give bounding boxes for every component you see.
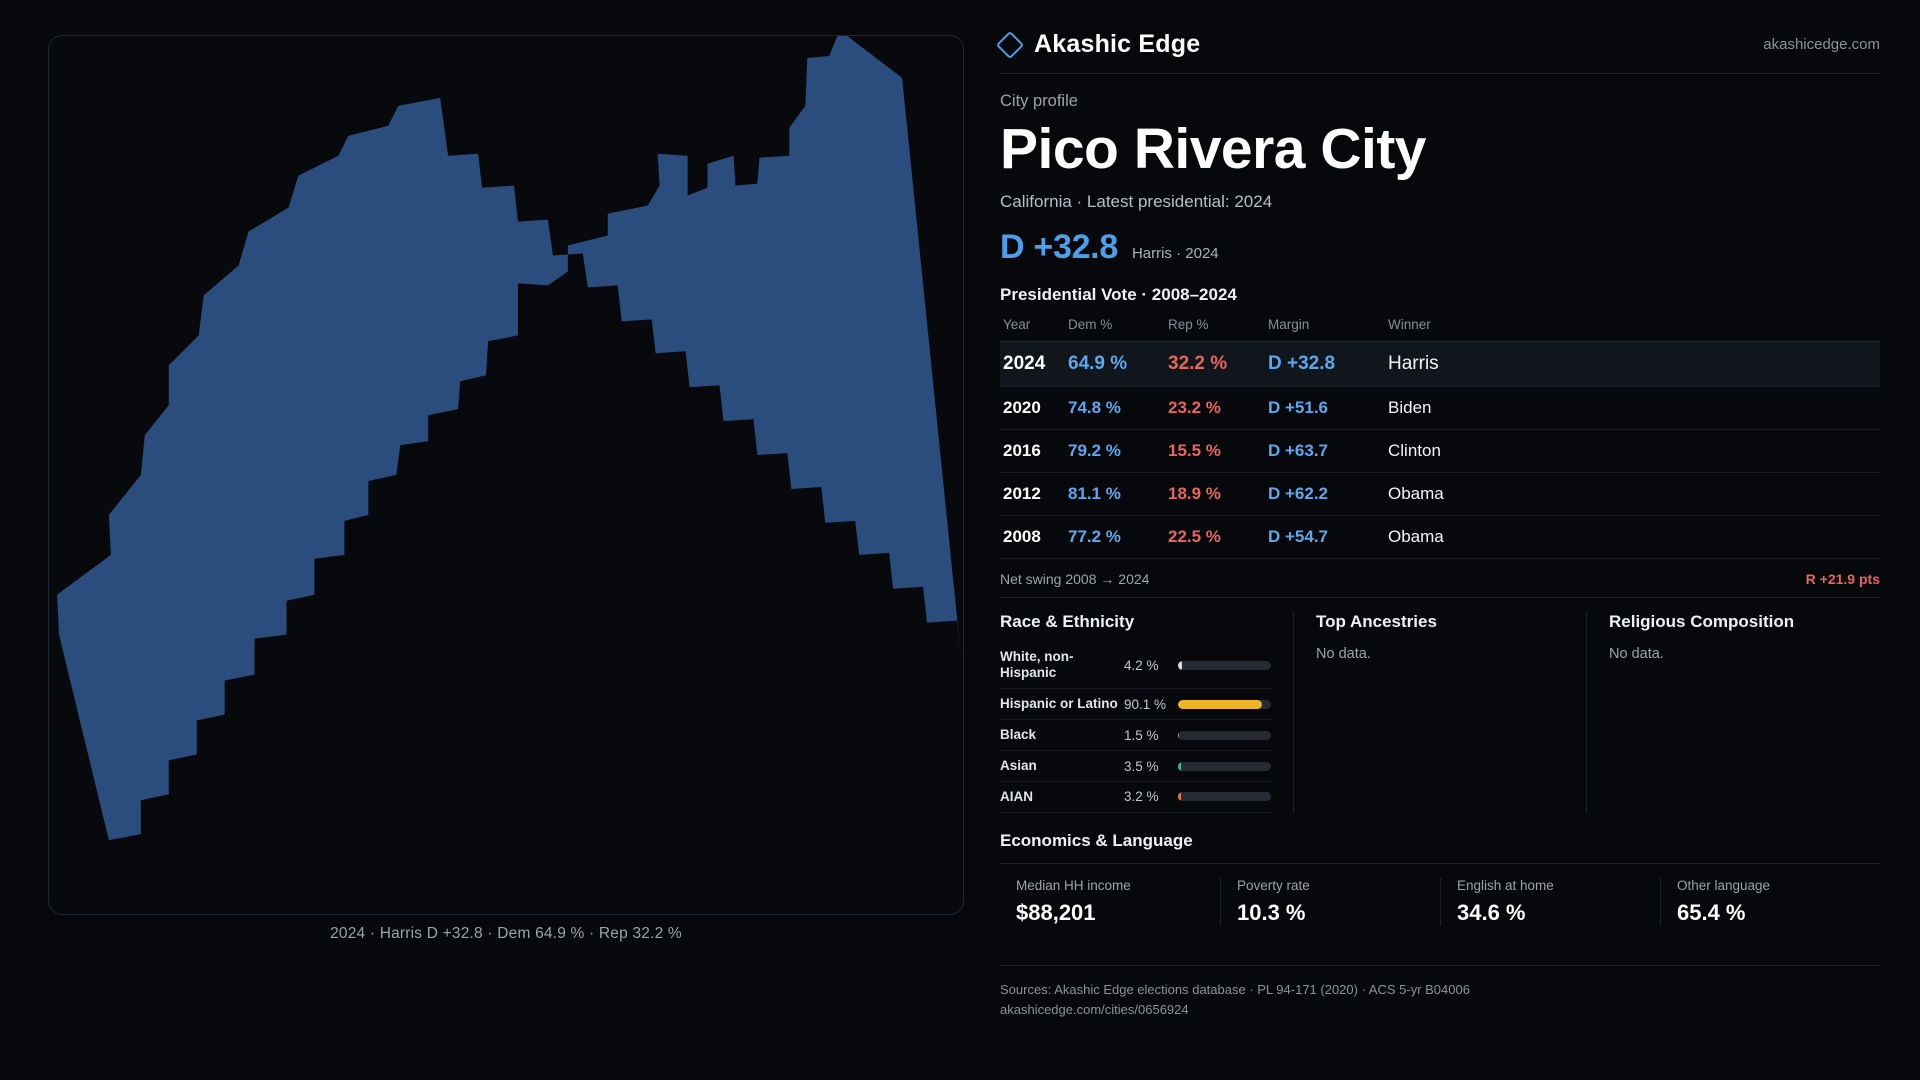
race-pct: 1.5 % [1124,727,1159,743]
cell-winner: Biden [1388,387,1880,430]
stat-label: English at home [1457,877,1554,893]
cell-dem: 74.8 % [1068,387,1168,430]
cell-winner: Harris [1388,342,1880,387]
table-row[interactable] [1000,387,1880,430]
table-header-row [1000,317,1880,342]
race-bar [1178,731,1271,740]
list-item [1000,782,1271,813]
race-pct: 4.2 % [1124,657,1159,673]
list-item [1000,642,1271,689]
net-swing-value: R +21.9 pts [1805,571,1880,588]
map-caption: 2024 · Harris D +32.8 · Dem 64.9 % · Rep 32.2 % [330,925,682,942]
map-frame[interactable] [48,35,964,915]
race-bar [1178,792,1271,801]
table-row[interactable] [1000,342,1880,387]
cell-rep: 22.5 % [1168,516,1268,559]
profile-content [1000,0,1920,1080]
religious-composition-title: Religious Composition [1609,612,1795,632]
list-item [1000,689,1271,720]
brand-bar [1000,30,1880,74]
list-item [1000,751,1271,782]
headline-note: Harris · 2024 [1131,245,1219,263]
top-ancestries-panel [1293,612,1586,813]
net-swing-row [1000,571,1880,598]
cell-dem: 79.2 % [1068,430,1168,473]
headline-margin: D +32.8 [1000,228,1118,267]
stat-median-hh-income [1000,878,1220,926]
cell-rep: 15.5 % [1168,430,1268,473]
cell-winner: Obama [1388,516,1880,559]
headline-margin-row [1000,228,1880,267]
list-item [1000,720,1271,751]
cell-winner: Obama [1388,473,1880,516]
race-bar-fill [1178,731,1179,740]
stat-label: Median HH income [1016,877,1131,893]
cell-winner: Clinton [1388,430,1880,473]
cell-rep: 18.9 % [1168,473,1268,516]
footer-sources: Sources: Akashic Edge elections database · PL 94-171 (2020) · ACS 5-yr B04006 [1000,982,1470,997]
col-margin: Margin [1268,317,1388,342]
cell-year: 2016 [1000,430,1068,473]
stat-poverty-rate [1220,878,1440,926]
cell-year: 2012 [1000,473,1068,516]
religious-composition-panel [1586,612,1879,813]
brand-url[interactable]: akashicedge.com [1763,36,1880,53]
presidential-vote-table [1000,317,1880,559]
stat-value: 10.3 % [1237,899,1306,925]
race-bar-fill [1178,700,1262,709]
race-label: White, non-Hispanic [1000,649,1074,681]
cell-dem: 64.9 % [1068,342,1168,387]
race-ethnicity-panel [1000,612,1293,813]
table-row[interactable] [1000,516,1880,559]
race-label: Asian [1000,758,1037,774]
race-pct: 3.2 % [1124,789,1159,805]
page-subtitle: California · Latest presidential: 2024 [1000,192,1273,212]
col-year: Year [1000,317,1068,342]
top-ancestries-title: Top Ancestries [1316,612,1437,632]
cell-margin: D +54.7 [1268,516,1388,559]
cell-margin: D +62.2 [1268,473,1388,516]
stat-value: 65.4 % [1677,899,1746,925]
brand-name: Akashic Edge [1034,30,1201,58]
stat-value: 34.6 % [1457,899,1526,925]
demographics-columns [1000,612,1880,813]
cell-margin: D +32.8 [1268,342,1388,387]
race-label: Hispanic or Latino [1000,696,1118,712]
cell-rep: 23.2 % [1168,387,1268,430]
city-polygon [57,36,961,840]
cell-rep: 32.2 % [1168,342,1268,387]
table-row[interactable] [1000,430,1880,473]
race-bar-fill [1178,762,1181,771]
diamond-icon [996,30,1024,58]
race-label: AIAN [1000,789,1033,805]
race-bar [1178,661,1271,670]
table-row[interactable] [1000,473,1880,516]
cell-dem: 77.2 % [1068,516,1168,559]
race-pct: 90.1 % [1124,696,1167,712]
economics-row [1000,863,1880,926]
cell-year: 2008 [1000,516,1068,559]
economics-title: Economics & Language [1000,830,1193,850]
race-label: Black [1000,727,1037,743]
race-bar-fill [1178,792,1181,801]
brand-left [1000,30,1200,59]
race-bar [1178,762,1271,771]
city-boundary-map [49,36,963,914]
footer [1000,965,1880,1019]
stat-value: $88,201 [1016,899,1096,925]
cell-year: 2024 [1000,342,1068,387]
page-title: Pico Rivera City [1000,117,1427,181]
race-pct: 3.5 % [1124,758,1159,774]
col-rep: Rep % [1168,317,1268,342]
cell-dem: 81.1 % [1068,473,1168,516]
footer-link[interactable]: akashicedge.com/cities/0656924 [1000,1001,1189,1017]
cell-margin: D +63.7 [1268,430,1388,473]
stat-label: Poverty rate [1237,877,1310,893]
ancestries-empty-state: No data. [1316,646,1371,663]
religion-empty-state: No data. [1609,646,1664,663]
vote-section-title: Presidential Vote · 2008–2024 [1000,285,1237,305]
col-dem: Dem % [1068,317,1168,342]
cell-margin: D +51.6 [1268,387,1388,430]
col-winner: Winner [1388,317,1880,342]
stat-label: Other language [1677,877,1771,893]
race-bar-fill [1178,661,1182,670]
net-swing-label: Net swing 2008 → 2024 [1000,571,1150,588]
page-kicker: City profile [1000,92,1078,110]
race-bar [1178,700,1271,709]
race-ethnicity-title: Race & Ethnicity [1000,612,1135,632]
stat-english-at-home [1440,878,1660,926]
stat-other-language [1660,878,1880,926]
cell-year: 2020 [1000,387,1068,430]
